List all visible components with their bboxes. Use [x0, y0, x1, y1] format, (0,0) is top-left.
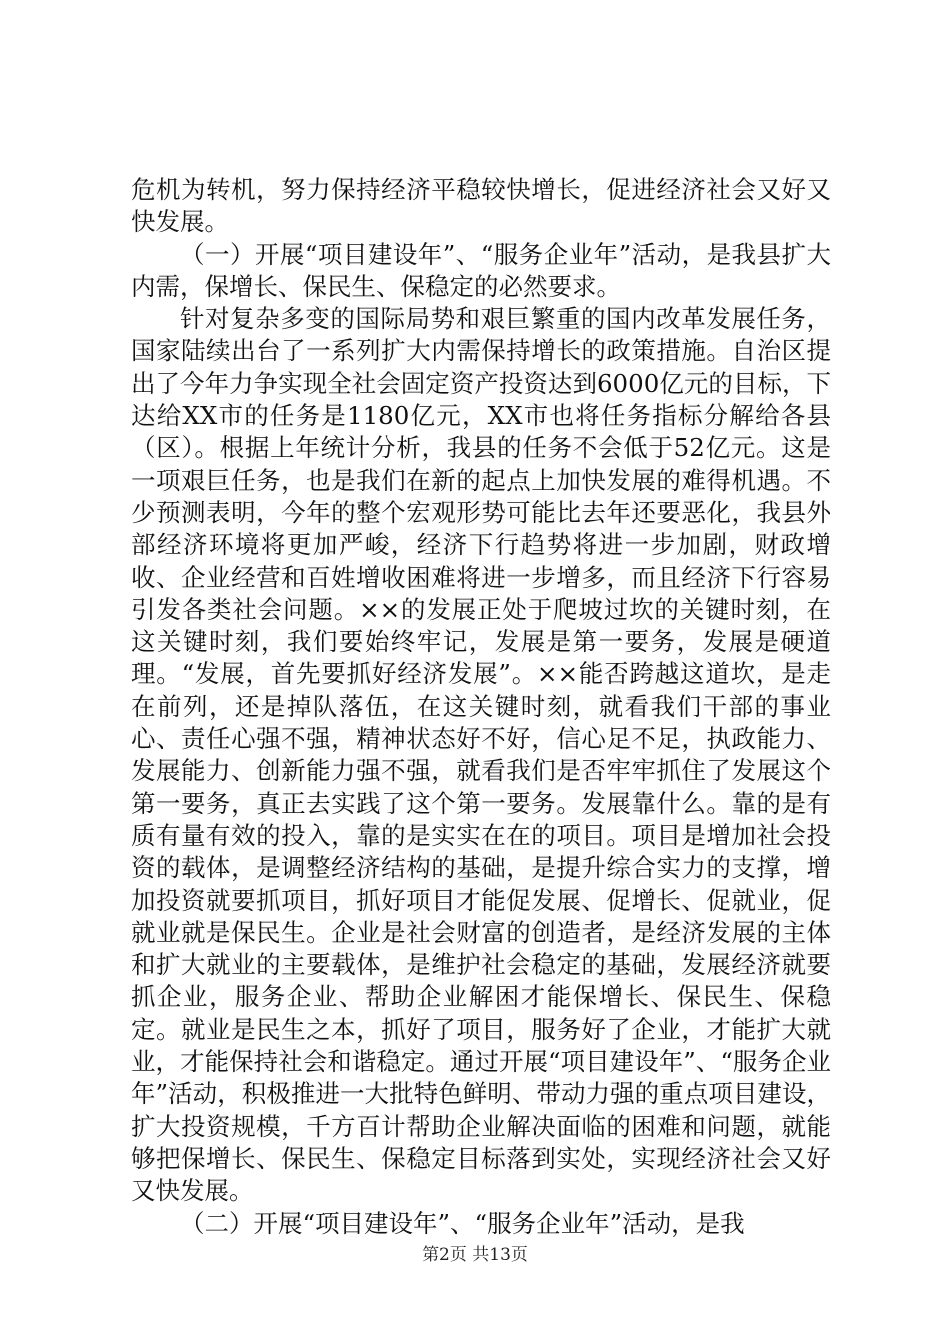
paragraph-body: 针对复杂多变的国际局势和艰巨繁重的国内改革发展任务，国家陆续出台了一系列扩大内需保持增长的政策措施。自治区提出了今年力争实现全社会固定资产投资达到6000亿元的目标，下达给XX市的任务是1180亿元，XX市也将任务指标分解给各县（区）。根据上年统计分析，我县的任务不会低于52亿元。这是一项艰巨任务，也是我们在新的起点上加快发展的难得机遇。不少预测表明，今年的整个宏观形势可能比去年还要恶化，我县外部经济环境将更加严峻，经济下行趋势将进一步加剧，财政增收、企业经营和百姓增收困难将进一步增多，而且经济下行容易引发各类社会问题。××的发展正处于爬坡过坎的关键时刻，在这关键时刻，我们要始终牢记，发展是第一要务，发展是硬道理。“发展，首先要抓好经济发展”。××能否跨越这道坎，是走在前列，还是掉队落伍，在这关键时刻，就看我们干部的事业心、责任心强不强，精神状态好不好，信心足不足，执政能力、发展能力、创新能力强不强，就看我们是否牢牢抓住了发展这个第一要务，真正去实践了这个第一要务。发展靠什么。靠的是有质有量有效的投入，靠的是实实在在的项目。项目是增加社会投资的载体，是调整经济结构的基础，是提升综合实力的支撑，增加投资就要抓项目，抓好项目才能促发展、促增长、促就业，促就业就是保民生。企业是社会财富的创造者，是经济发展的主体和扩大就业的主要载体，是维护社会稳定的基础，发展经济就要抓企业，服务企业、帮助企业解困才能保增长、保民生、保稳定。就业是民生之本，抓好了项目，服务好了企业，才能扩大就业，才能保持社会和谐稳定。通过开展“项目建设年”、“服务企业年”活动，积极推进一大批特色鲜明、带动力强的重点项目建设，扩大投资规模，千方百计帮助企业解决面临的困难和问题，就能够把保增长、保民生、保稳定目标落到实处，实现经济社会又好又快发展。 [131, 304, 831, 1206]
paragraph-heading-2: （二）开展“项目建设年”、“服务企业年”活动，是我 [180, 1208, 745, 1238]
document-body [131, 174, 831, 1240]
paragraph-heading-1: （一）开展“项目建设年”、“服务企业年”活动，是我县扩大内需，保增长、保民生、保稳定的必然要求。 [131, 239, 831, 301]
paragraph-continuation: 危机为转机，努力保持经济平稳较快增长，促进经济社会又好又快发展。 [131, 175, 831, 237]
page-number-footer: 第2页 共13页 [422, 1245, 528, 1265]
